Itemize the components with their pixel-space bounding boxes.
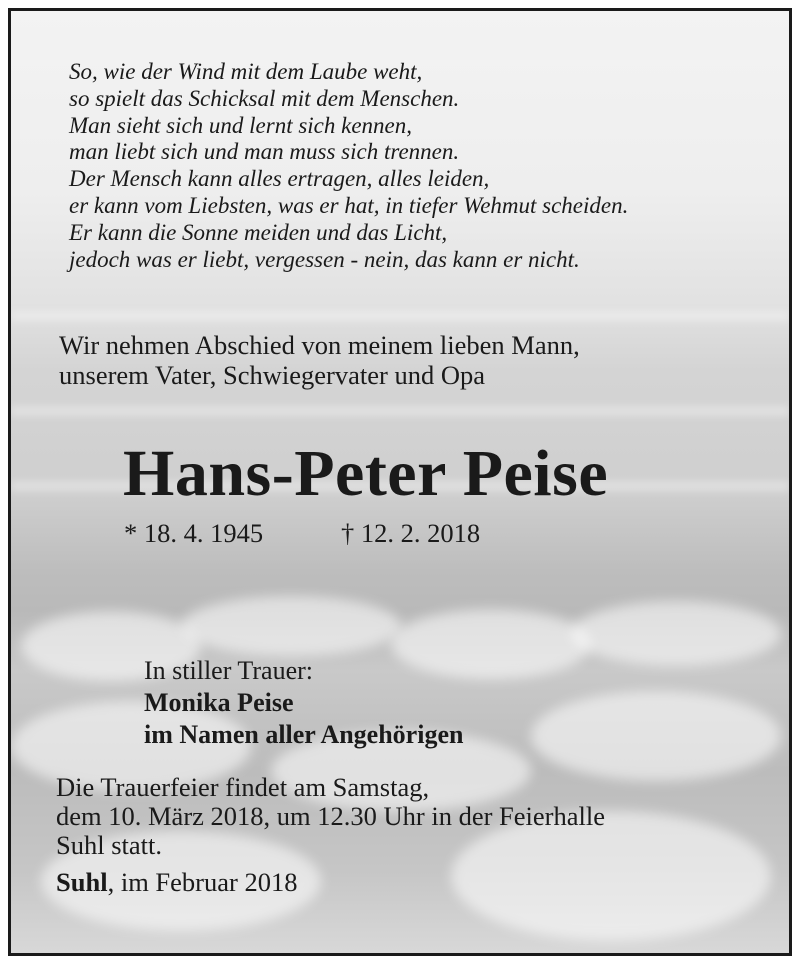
mourners-block	[144, 655, 463, 751]
obituary-card	[8, 8, 792, 956]
mourner-name: Monika Peise	[144, 688, 294, 717]
mourners-label: In stiller Trauer:	[144, 656, 313, 685]
intro-line: unserem Vater, Schwiegervater und Opa	[59, 360, 485, 390]
cloud-shape	[531, 691, 781, 781]
poem-line: man liebt sich und man muss sich trennen.	[69, 139, 460, 165]
place-name: Suhl	[56, 867, 108, 897]
poem-line: Der Mensch kann alles ertragen, alles leiden,	[69, 166, 490, 192]
funeral-line: Die Trauerfeier findet am Samstag,	[56, 772, 430, 802]
mourner-relatives: im Namen aller Angehörigen	[144, 720, 464, 749]
funeral-line: dem 10. März 2018, um 12.30 Uhr in der Feierhalle	[56, 801, 606, 831]
funeral-line: Suhl statt.	[56, 830, 163, 860]
intro-line: Wir nehmen Abschied von meinem lieben Mann,	[59, 330, 580, 360]
cloud-shape	[181, 596, 401, 656]
poem-line: Man sieht sich und lernt sich kennen,	[69, 112, 413, 138]
poem-line: So, wie der Wind mit dem Laube weht,	[69, 59, 423, 84]
poem-line: so spielt das Schicksal mit dem Menschen.	[69, 85, 460, 111]
poem-line: Er kann die Sonne meiden und das Licht,	[69, 219, 448, 245]
funeral-notice	[56, 773, 605, 860]
death-date: † 12. 2. 2018	[341, 518, 481, 548]
place-date	[56, 867, 297, 898]
poem-line: jedoch was er liebt, vergessen - nein, das kann er nicht.	[69, 246, 580, 272]
poem-line: er kann vom Liebsten, was er hat, in tiefer Wehmut scheiden.	[69, 192, 629, 218]
deceased-name: Hans-Peter Peise	[123, 437, 609, 510]
sky-streak	[11, 406, 789, 416]
sky-streak	[11, 311, 789, 321]
cloud-shape	[571, 601, 781, 666]
poem	[69, 59, 628, 273]
birth-date: * 18. 4. 1945	[124, 518, 264, 548]
notice-date: , im Februar 2018	[107, 867, 298, 897]
farewell-intro	[59, 330, 580, 390]
